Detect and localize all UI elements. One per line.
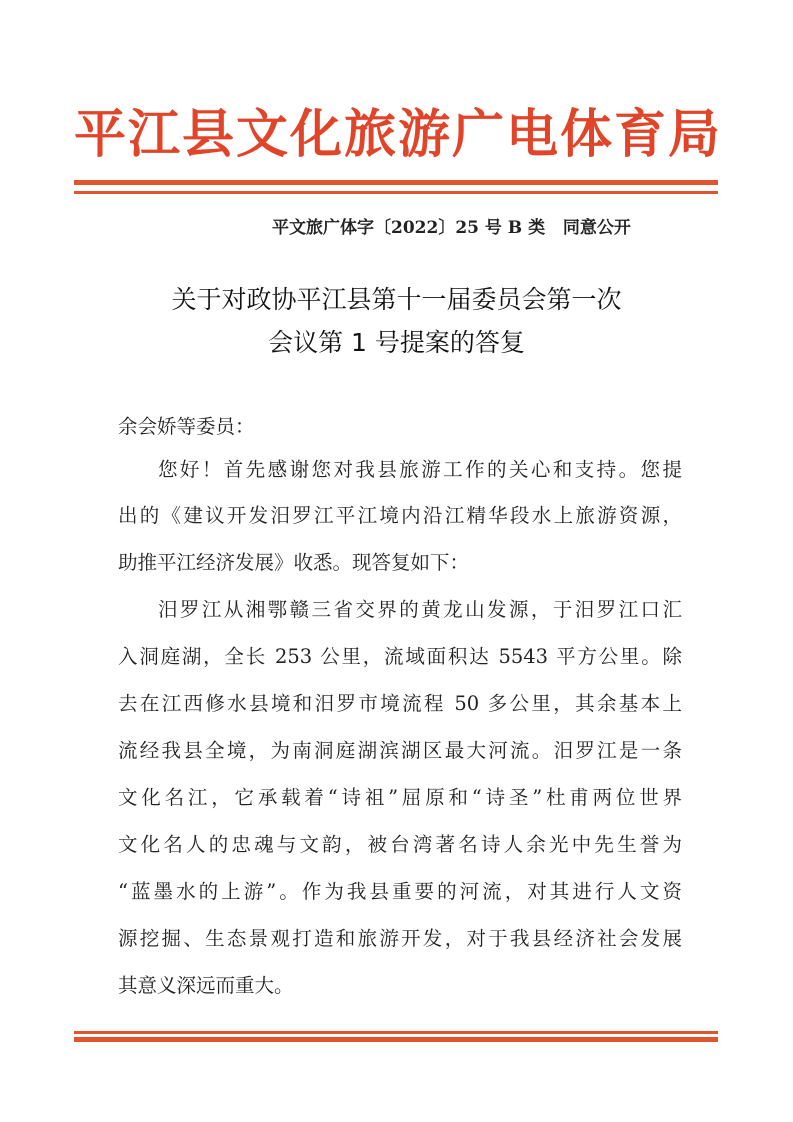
paragraph-line: 其意义深远而重大。 xyxy=(118,974,294,997)
paragraph-line: 流经我县全境，为南洞庭湖滨湖区最大河流。汨罗江是一条 xyxy=(118,739,682,762)
masthead-rule-thin xyxy=(74,191,718,194)
paragraph-line: 出的《建议开发汨罗江平江境内沿江精华段水上旅游资源， xyxy=(118,504,682,527)
document-title-line2: 会议第 1 号提案的答复 xyxy=(268,328,525,357)
paragraph-line: 入洞庭湖，全长 253 公里，流域面积达 5543 平方公里。除 xyxy=(118,645,682,668)
salutation: 余会娇等委员： xyxy=(118,415,255,438)
footer-rule-thin xyxy=(74,1031,718,1034)
paragraph-line: 您好！首先感谢您对我县旅游工作的关心和支持。您提 xyxy=(158,458,682,481)
paragraph-line: 文化名人的忠魂与文韵，被台湾著名诗人余光中先生誉为 xyxy=(118,833,682,856)
paragraph-line: 源挖掘、生态景观打造和旅游开发，对于我县经济社会发展 xyxy=(118,927,682,950)
paragraph-line: “蓝墨水的上游”。作为我县重要的河流，对其进行人文资 xyxy=(118,880,682,903)
document-number: 平文旅广体字〔2022〕25 号 B 类 同意公开 xyxy=(272,218,631,238)
footer-rule-thick xyxy=(74,1037,718,1042)
paragraph-line: 助推平江经济发展》收悉。现答复如下： xyxy=(118,551,470,574)
paragraph-line: 汨罗江从湘鄂赣三省交界的黄龙山发源，于汨罗江口汇 xyxy=(158,598,682,621)
paragraph-line: 去在江西修水县境和汨罗市境流程 50 多公里，其余基本上 xyxy=(118,692,682,715)
document-title-line1: 关于对政协平江县第十一届委员会第一次 xyxy=(171,285,622,314)
masthead-rule-thick xyxy=(74,180,718,185)
agency-masthead: 平江县文化旅游广电体育局 xyxy=(74,104,720,165)
paragraph-line: 文化名江，它承载着“诗祖”屈原和“诗圣”杜甫两位世界 xyxy=(118,786,682,809)
